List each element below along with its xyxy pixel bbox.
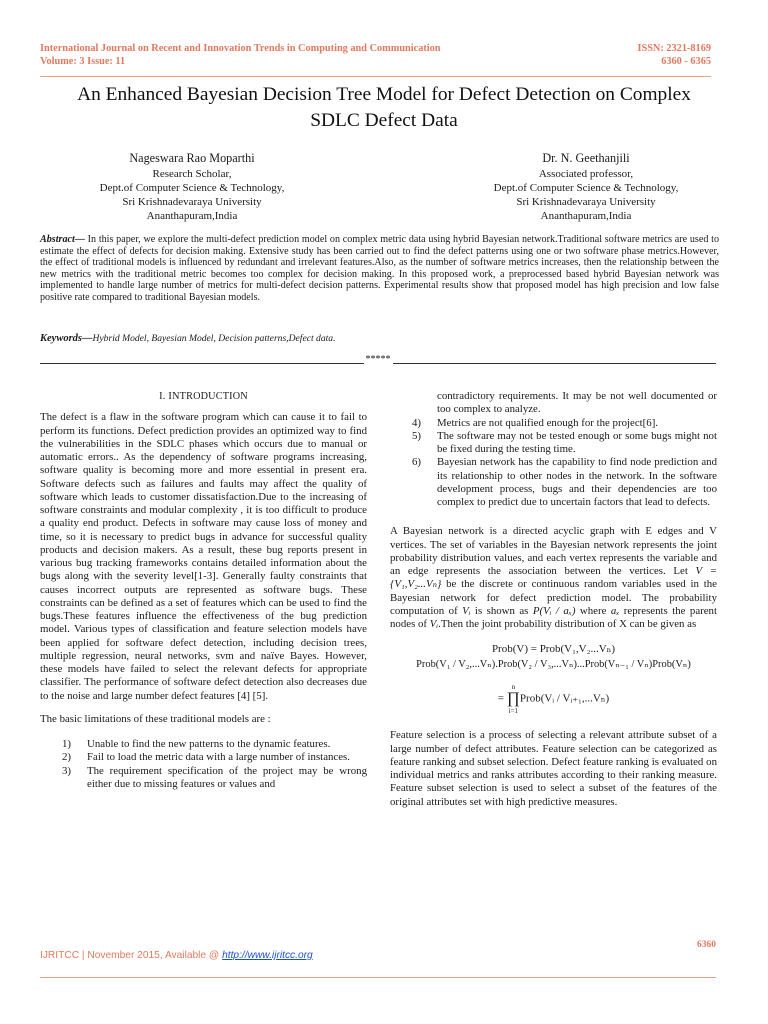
math-v-set: V = {V₁,V₂...Vₙ} <box>390 565 717 591</box>
right-column <box>390 390 717 819</box>
equation-2: Prob(V₁ / V₂,...Vₙ).Prob(V₂ / V₃,...Vₙ)...Prob(Vₙ₋₁ / Vₙ)Prob(Vₙ) <box>416 659 691 671</box>
product-symbol: ∏ <box>506 690 520 708</box>
journal-pages: 6360 - 6365 <box>661 55 711 67</box>
list-text: Bayesian network has the capability to find node prediction and its relationship to other nodes in the network. In the software development process, bugs and their dependencies are too complex to predict due to uncertain factors that lead to defects. <box>437 456 717 508</box>
title-line-1: An Enhanced Bayesian Decision Tree Model for Defect Detection on Complex <box>77 84 691 105</box>
author-2 <box>384 149 728 223</box>
section-title-initial: I <box>168 390 173 402</box>
list-item <box>390 430 717 457</box>
header-divider <box>40 76 711 77</box>
author-role: Research Scholar, <box>152 168 232 180</box>
title-line-2: SDLC Defect Data <box>310 110 458 131</box>
list-text: The requirement specification of the project may be wrong either due to missing features or values and <box>87 764 367 790</box>
list-text: Unable to find the new patterns to the dynamic features. <box>87 738 331 750</box>
equation-3 <box>390 683 717 715</box>
section-title-rest: NTRODUCTION <box>172 391 248 402</box>
page-number: 6360 <box>697 940 716 950</box>
footer <box>40 950 313 961</box>
journal-issn: ISSN: 2321-8169 <box>637 43 711 54</box>
paper-title <box>30 82 738 134</box>
feature-selection-paragraph: Feature selection is a process of selecting a relevant attribute subset of a large number of defect attributes. Feature selection can be categorized as feature ranking and subset selection. Defect feature ranking is evaluated on individual metrics and ranks attributes according to their ranking measure. Feature subset selection is used to select a subset of the features of the original attributes set with high predictive measures. <box>390 729 717 808</box>
list-text: Fail to load the metric data with a large number of instances. <box>87 751 350 764</box>
separator-line <box>393 354 717 364</box>
list-item <box>40 751 367 764</box>
limits-intro: The basic limitations of these traditional models are : <box>40 712 271 725</box>
footer-text: IJRITCC | November 2015, Available @ <box>40 950 223 961</box>
list-item <box>40 738 367 751</box>
left-column <box>40 390 367 791</box>
list-text: Metrics are not qualified enough for the project[6]. <box>437 416 659 429</box>
footer-link[interactable]: http://www.ijritcc.org <box>222 950 313 961</box>
author-univ: Sri Krishnadevaraya University <box>516 196 656 208</box>
journal-header <box>40 43 711 68</box>
bn-text-a: A Bayesian network is a directed acyclic graph with E edges and V vertices. The set of variables in the Bayesian network represents the joint probability distribution values, and each vertex represents the variable and an edge represents the association between the vertices. Let <box>390 525 717 577</box>
bn-text-e: represents the parent nodes of <box>390 604 717 630</box>
separator-line <box>40 354 364 364</box>
product-operator <box>507 683 520 715</box>
keywords-text: Hybrid Model, Bayesian Model, Decision patterns,Defect data. <box>92 333 336 344</box>
journal-name: International Journal on Recent and Innovation Trends in Computing and Communication <box>40 43 441 54</box>
list-continuation: contradictory requirements. It may be not well documented or too complex to analyze. <box>437 390 717 416</box>
limitations-list <box>40 738 367 791</box>
list-number: 5) <box>412 429 422 442</box>
abstract-label: Abstract— <box>40 234 85 245</box>
bayesian-paragraph <box>390 525 717 631</box>
abstract <box>40 234 719 304</box>
list-item <box>390 456 717 509</box>
list-number: 2) <box>62 751 72 764</box>
intro-paragraph: The defect is a flaw in the software program which can cause it to fail to perform its functions. Defect prediction provides an optimized way to find the vulnerabilities in the SDLC phases which occurs due to manual or automatic errors.. As the dependency of software programs increasing, software quality is becoming more and more essential in present era. Software defects such as failures and faults may affect the quality of software which leads to customer dissatisfaction.Due to the increasing of software constraints and modular complexity , it is too difficult to produce a quality end product. Defects in software may cause loss of money and time, so it is necessary to predict bugs in advance for successful quality products and decision makers. As a result, these bug reports present in various bug tracking frameworks contains detailed information about the bugs along with the severity level[1-3]. Generally faulty constraints that causes incorrect outputs are represented as software bugs. These constraints can be defined as a set of features which can be used to find the bugs.These features influence the effectiveness of the bug prediction model. Various types of classification and feature selection models have been applied for software defect detection, including decision trees, multiple regression, neural networks, svm and naïve Bayes. However, these models have failed to select the relevant defects for appropriate classifier. The performance of software defect detection also decreases due to the noise and large number defect features [4] [5]. <box>40 411 367 702</box>
math-vi: Vᵢ <box>462 604 471 617</box>
section-separator <box>40 352 716 366</box>
journal-volume: Volume: 3 Issue: 11 <box>40 55 126 67</box>
bn-text-c: is shown as <box>470 604 533 617</box>
eq3-prefix: = <box>497 692 507 705</box>
list-text: The software may not be tested enough or some bugs might not be fixed during the testing time. <box>437 429 717 455</box>
bn-text-f: .Then the joint probability distribution of X can be given as <box>438 618 697 630</box>
separator-stars: ***** <box>365 353 391 365</box>
product-lower: i=1 <box>508 707 519 716</box>
abstract-text: In this paper, we explore the multi-defect prediction model on complex metric data using hybrid Bayesian network.Traditional software metrics are used to estimate the effect of defects for decision making. Extensive study has been carried out to find the defect patterns using one or two software phase metrics.However, the effect of traditional models is influenced by redundant and irrelevant features.Also, as the number of software metrics increases, then the relationship between the new metrics with the traditional metric becomes too complex for decision making. In this proposed work, a preprocessed based hybrid Bayesian network was implemented to handle large number of metrics for multi-defect decision patterns. Experimental results show that proposed model has high precision and low false positive rate compared to traditional Bayesian models. <box>40 234 719 303</box>
list-number: 4) <box>412 416 422 429</box>
author-dept: Dept.of Computer Science & Technology, <box>493 182 679 194</box>
bn-text-b: be the discrete or continuous random variables used in the Bayesian network for defect prediction model. The probability computation of <box>390 578 717 617</box>
list-number: 6) <box>412 456 422 469</box>
footer-divider <box>40 977 716 978</box>
author-name: Nageswara Rao Moparthi <box>129 151 255 165</box>
author-univ: Sri Krishnadevaraya University <box>122 196 262 208</box>
keywords-label: Keywords— <box>40 333 93 344</box>
bn-text-d: where <box>575 604 611 617</box>
author-role: Associated professor, <box>538 168 634 180</box>
limitations-list-continued <box>390 417 717 510</box>
section-number: I. <box>159 391 166 402</box>
math-ax: aₓ <box>610 604 620 617</box>
math-vi-2: Vᵢ <box>429 618 439 630</box>
author-location: Ananthapuram,India <box>540 210 632 222</box>
author-1 <box>40 149 384 223</box>
author-location: Ananthapuram,India <box>146 210 238 222</box>
section-heading <box>40 390 367 403</box>
list-item <box>40 765 367 792</box>
product-upper: n <box>511 683 516 692</box>
keywords <box>40 333 336 344</box>
eq3-expression: Prob(Vᵢ / Vᵢ₊₁,...Vₙ) <box>519 692 610 705</box>
author-dept: Dept.of Computer Science & Technology, <box>99 182 285 194</box>
author-name: Dr. N. Geethanjili <box>542 151 630 165</box>
authors-block <box>40 149 728 223</box>
equation-block <box>390 641 717 715</box>
list-number: 3) <box>62 764 72 777</box>
list-number: 1) <box>62 738 72 750</box>
list-item <box>390 417 717 430</box>
equation-1: Prob(V) = Prob(V₁,V₂...Vₙ) <box>491 643 616 656</box>
math-prob: P(Vᵢ / aₓ) <box>532 604 576 617</box>
